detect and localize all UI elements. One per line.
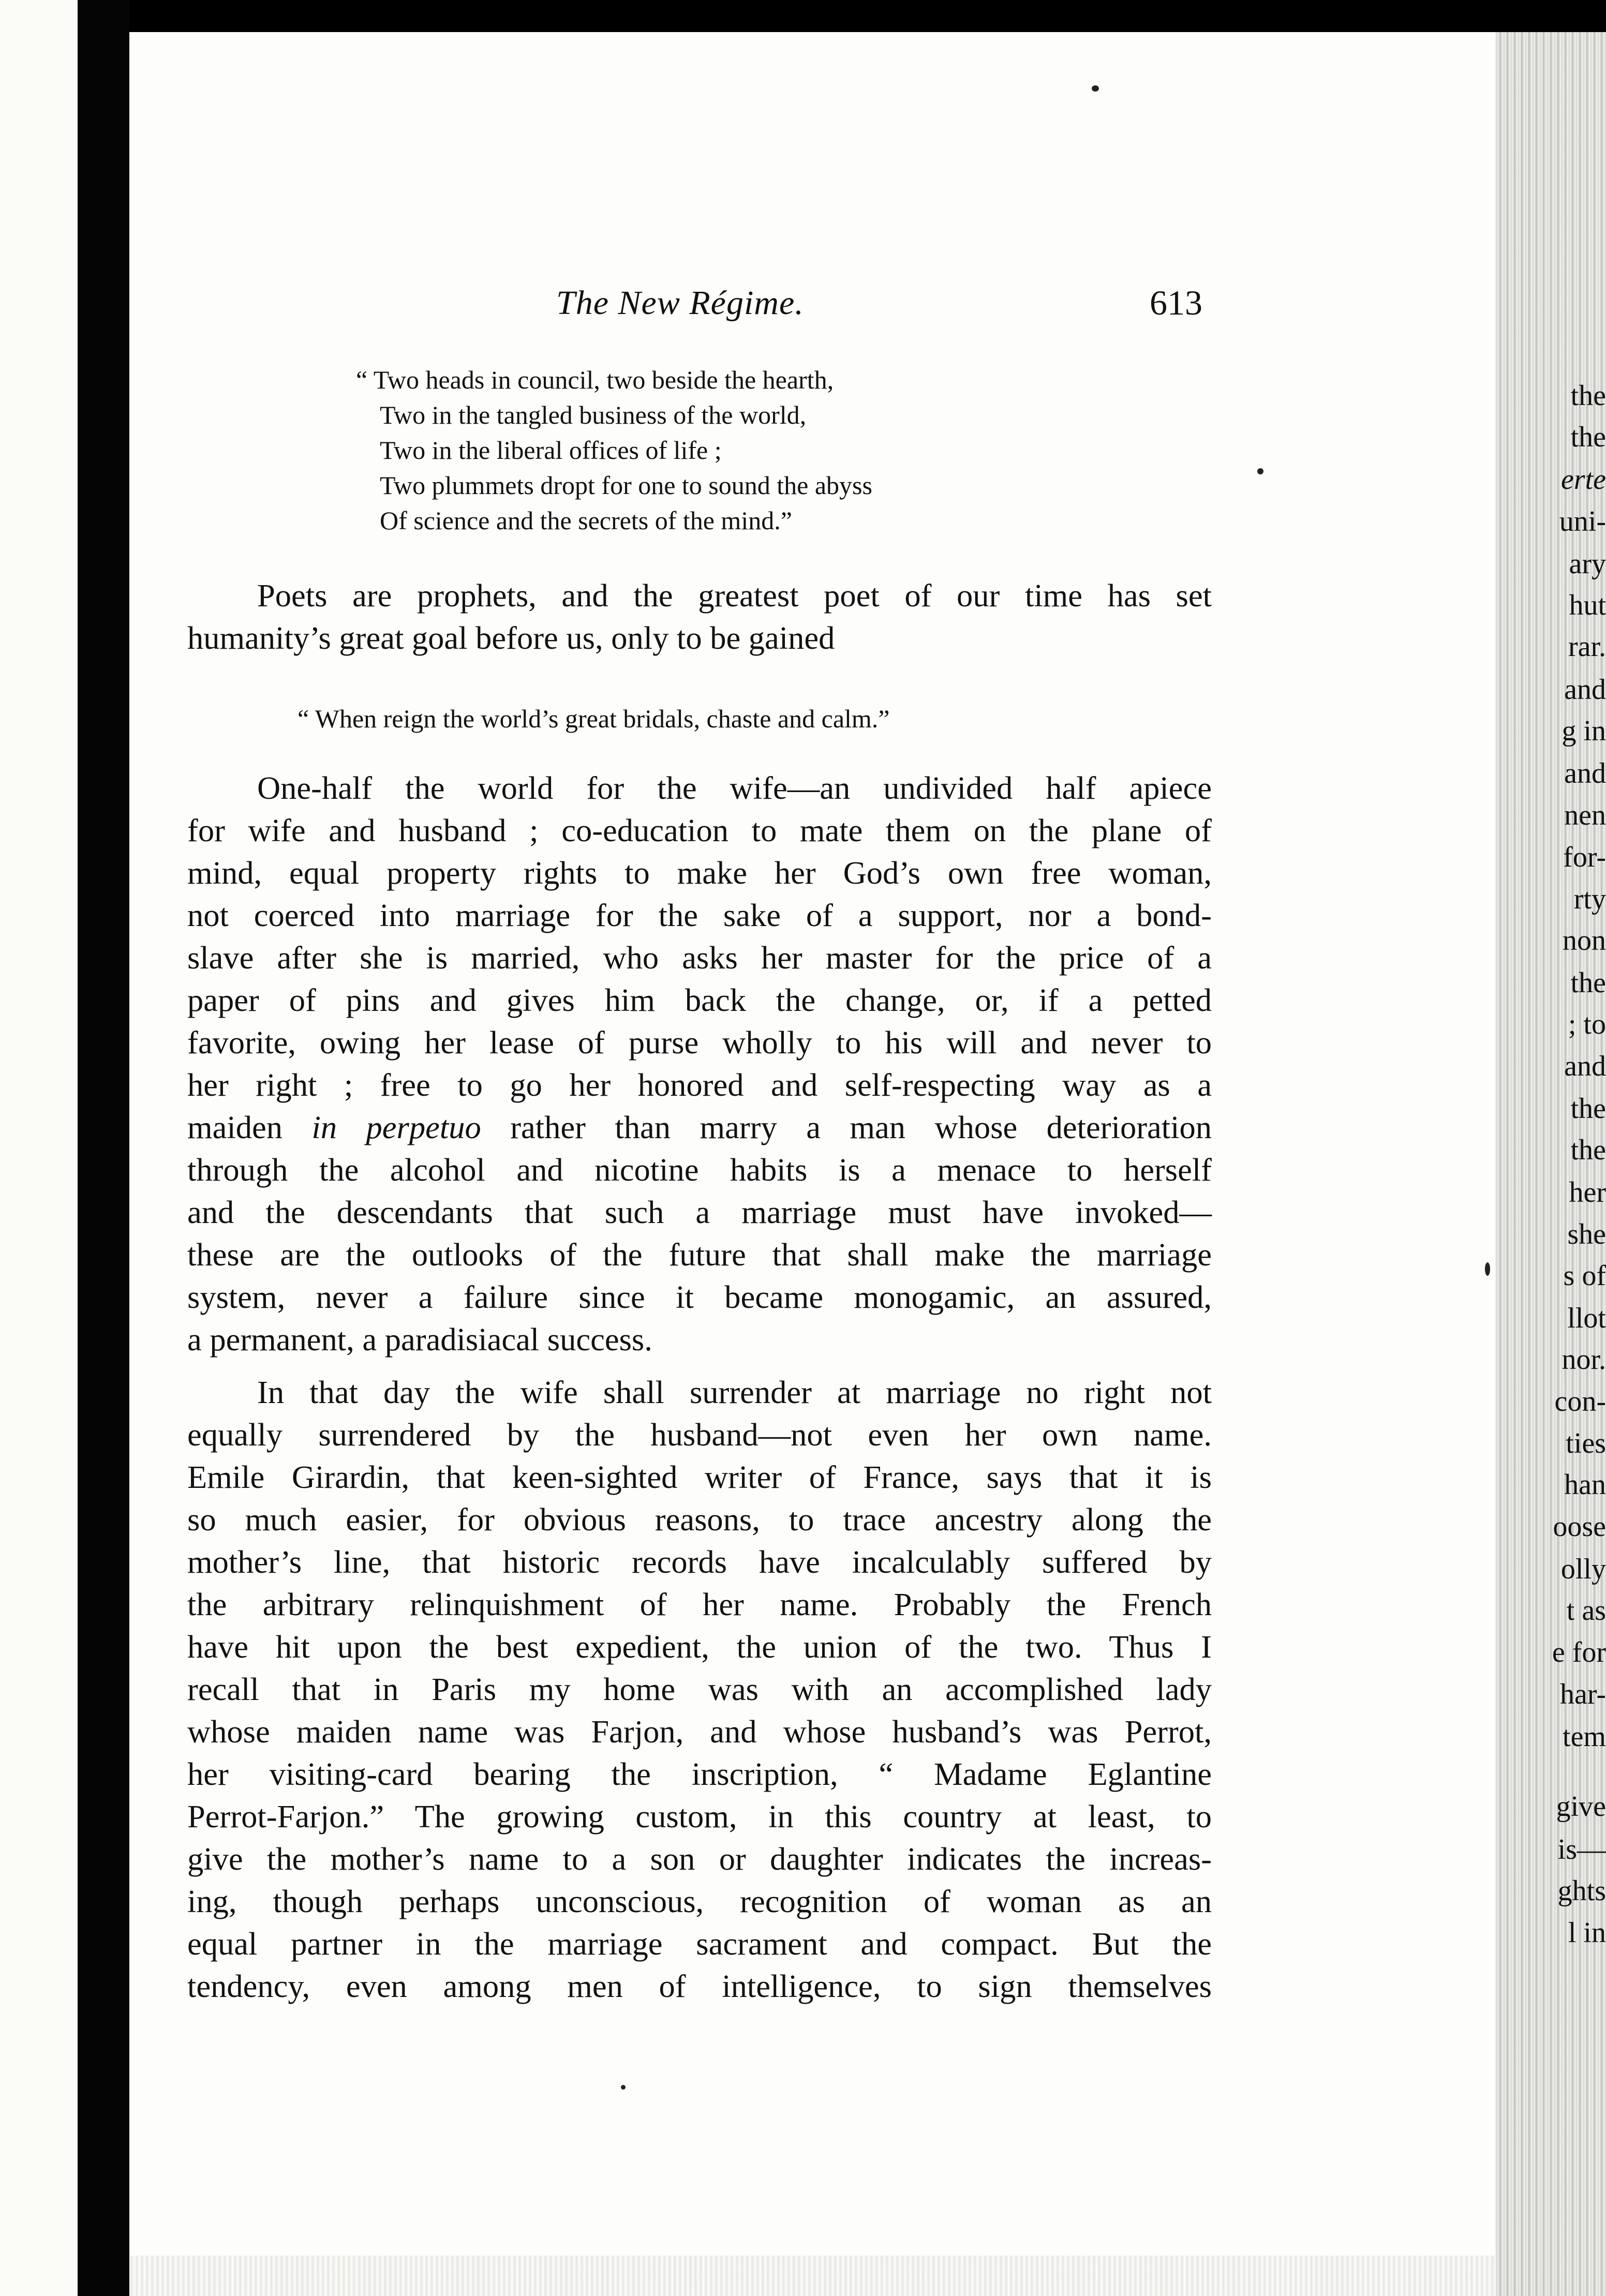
previous-page-fragment: and <box>1564 758 1606 789</box>
previous-page-fragment: the <box>1570 422 1606 453</box>
previous-page-fragment: and <box>1564 674 1606 705</box>
previous-page-fragment: rty <box>1573 884 1606 915</box>
quote-line: “ When reign the world’s great bridals, chaste and calm.” <box>298 704 890 733</box>
paragraph-poets <box>187 574 1212 659</box>
previous-page-fragment: l in <box>1568 1917 1606 1948</box>
previous-page-fragment: ary <box>1569 548 1606 579</box>
text-line: not coerced into marriage for the sake of a support, nor a bond- <box>187 897 1212 933</box>
text-line: these are the outlooks of the future that shall make the marriage <box>187 1236 1212 1273</box>
text-line: her visiting-card bearing the inscription, “ Madame Eglantine <box>187 1756 1212 1792</box>
previous-page-fragment: e for <box>1552 1637 1606 1668</box>
text-line: equally surrendered by the husband—not even her own name. <box>187 1417 1212 1453</box>
previous-page-fragment: she <box>1567 1219 1606 1250</box>
previous-page-fragment: non <box>1563 925 1606 956</box>
running-title: The New Régime. <box>556 284 804 322</box>
text-line: ing, though perhaps unconscious, recognition of woman as an <box>187 1883 1212 1919</box>
text-line: have hit upon the best expedient, the union of the two. Thus I <box>187 1629 1212 1665</box>
text-line: slave after she is married, who asks her master for the price of a <box>187 940 1212 976</box>
text-line: mother’s line, that historic records have incalculably suffered by <box>187 1544 1212 1580</box>
previous-page-fragment: t as <box>1566 1595 1606 1626</box>
epigraph-line: Two in the liberal offices of life ; <box>380 436 722 465</box>
previous-page-fragment: rar. <box>1568 631 1606 662</box>
previous-page-fragment: erte <box>1560 464 1606 495</box>
previous-page-fragment: g in <box>1562 715 1606 747</box>
previous-page-fragment: ; to <box>1568 1009 1606 1040</box>
scan-speck <box>621 2085 626 2090</box>
previous-page-fragment: ties <box>1566 1428 1606 1459</box>
previous-page-fragment: har- <box>1559 1679 1606 1710</box>
text-line: Emile Girardin, that keen-sighted writer of France, says that it is <box>187 1459 1212 1495</box>
previous-page-fragment: for- <box>1563 842 1606 873</box>
text-line: her right ; free to go her honored and self-respecting way as a <box>187 1067 1212 1103</box>
page-number: 613 <box>1150 283 1202 322</box>
scan-speck <box>1092 85 1099 92</box>
text-line: whose maiden name was Farjon, and whose husband’s was Perrot, <box>187 1713 1212 1750</box>
gutter-shadow <box>78 0 129 2296</box>
paragraph-one-half <box>187 767 1212 1361</box>
previous-page-fragment: is— <box>1557 1834 1606 1865</box>
previous-page-fragment: llot <box>1567 1303 1606 1334</box>
text-line: equal partner in the marriage sacrament and compact. But the <box>187 1926 1212 1962</box>
text-segment: maiden <box>187 1109 312 1145</box>
text-line: system, never a failure since it became monogamic, an assured, <box>187 1279 1212 1315</box>
text-line: tendency, even among men of intelligence, to sign themselves <box>187 1968 1212 2004</box>
paragraph-in-that-day <box>187 1371 1212 2007</box>
text-line: Poets are prophets, and the greatest poet of our time has set <box>257 577 1212 614</box>
text-line: and the descendants that such a marriage must have invoked— <box>187 1194 1212 1230</box>
text-line <box>187 1106 1212 1149</box>
previous-page-fragment: the <box>1570 1093 1606 1124</box>
text-line: the arbitrary relinquishment of her name. Probably the French <box>187 1586 1212 1622</box>
text-line: mind, equal property rights to make her God’s own free woman, <box>187 855 1212 891</box>
text-segment: rather than marry a man whose deterioration <box>481 1109 1212 1145</box>
previous-page-fragment: han <box>1564 1469 1606 1500</box>
scan-speck <box>1257 468 1263 474</box>
epigraph-line: Two plummets dropt for one to sound the abyss <box>380 471 872 500</box>
text-line: a permanent, a paradisiacal success. <box>187 1321 652 1358</box>
italic-phrase: in perpetuo <box>311 1109 481 1145</box>
previous-page-fragment: nor. <box>1562 1344 1606 1375</box>
previous-page-fragment: olly <box>1560 1554 1606 1585</box>
epigraph <box>356 362 872 538</box>
previous-page-fragment: nen <box>1564 800 1606 831</box>
epigraph-line: Of science and the secrets of the mind.” <box>380 506 792 535</box>
epigraph-line: Two in the tangled business of the world, <box>380 400 807 429</box>
previous-page-edge <box>0 0 78 2296</box>
text-line: so much easier, for obvious reasons, to trace ancestry along the <box>187 1501 1212 1538</box>
text-line: In that day the wife shall surrender at marriage no right not <box>257 1374 1212 1410</box>
previous-page-fragment: give <box>1556 1791 1606 1822</box>
previous-page-fragment: her <box>1569 1177 1606 1208</box>
previous-page-fragment: the <box>1570 967 1606 998</box>
text-line: for wife and husband ; co-education to mate them on the plane of <box>187 812 1212 848</box>
text-line: through the alcohol and nicotine habits is a menace to herself <box>187 1152 1212 1188</box>
previous-page-fragment: and <box>1564 1051 1606 1082</box>
text-line: favorite, owing her lease of purse wholly to his will and never to <box>187 1024 1212 1061</box>
text-line: Perrot-Farjon.” The growing custom, in this country at least, to <box>187 1798 1212 1835</box>
previous-page-fragment: the <box>1570 380 1606 411</box>
previous-page-fragment: the <box>1570 1135 1606 1166</box>
page-bottom-edge <box>129 2256 1495 2296</box>
scan-speck <box>1485 1262 1490 1276</box>
previous-page-fragment: con- <box>1554 1386 1606 1417</box>
previous-page-fragment: uni- <box>1559 506 1606 537</box>
text-line: recall that in Paris my home was with an accomplished lady <box>187 1671 1212 1707</box>
text-line: humanity’s great goal before us, only to be gained <box>187 620 835 656</box>
previous-page-fragment: ghts <box>1557 1875 1606 1906</box>
epigraph-line: “ Two heads in council, two beside the hearth, <box>356 365 834 394</box>
previous-page-fragment: tem <box>1563 1721 1606 1752</box>
previous-page-fragment: oose <box>1553 1511 1606 1542</box>
previous-page-fragment: hut <box>1569 590 1606 621</box>
text-line: One-half the world for the wife—an undivided half apiece <box>257 770 1212 806</box>
text-line: paper of pins and gives him back the change, or, if a petted <box>187 982 1212 1018</box>
previous-page-fragment: s of <box>1563 1260 1606 1291</box>
text-line: give the mother’s name to a son or daughter indicates the increas- <box>187 1841 1212 1877</box>
